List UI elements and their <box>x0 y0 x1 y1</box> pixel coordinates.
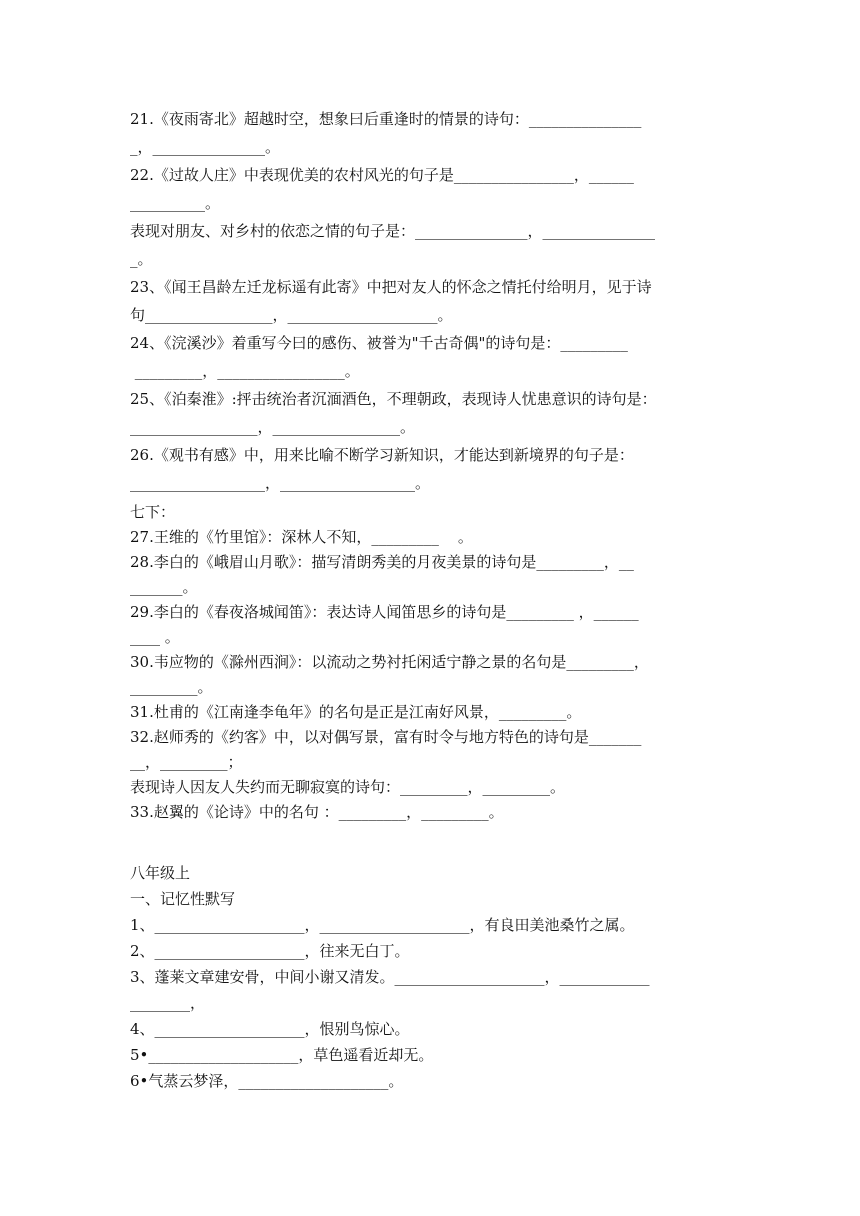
section-grade7-lower <box>130 500 730 825</box>
section-grade7-upper-questions <box>130 105 730 497</box>
text-line: 24、《浣溪沙》着重写今曰的感伤、被誉为"千古奇偶"的诗句是：_________ <box>130 334 628 352</box>
text-line: 6•气蒸云梦泽，____________________。 <box>130 1072 404 1090</box>
text-line: __________________，__________________。 <box>130 474 431 492</box>
text-line: _________。 <box>130 678 213 696</box>
text-line: ____ 。 <box>130 628 180 646</box>
text-line: ________， <box>130 994 206 1012</box>
text-line: 21.《夜雨寄北》超越时空，想象曰后重逢时的情景的诗句：_______________ <box>130 110 642 128</box>
text-line: 23、《闻王昌龄左迁龙标遥有此寄》中把对友人的怀念之情托付给明月，见于诗 <box>130 278 652 296</box>
text-line: 25、《泊秦淮》:抨击统治者沉湎酒色，不理朝政，表现诗人忧患意识的诗句是： <box>130 390 657 408</box>
text-line: 30.韦应物的《滁州西涧》：以流动之势衬托闲适宁静之景的名句是_________， <box>130 653 649 671</box>
text-line: 29.李白的《春夜洛城闻笛》：表达诗人闻笛思乡的诗句是_________ ，______ <box>130 603 639 621</box>
text-line: 3、蓬莱文章建安骨，中间小谢又清发。____________________，____________ <box>130 968 650 986</box>
text-line: 26.《观书有感》中，用来比喻不断学习新知识，才能达到新境界的句子是： <box>130 446 634 464</box>
text-line: 1、____________________，____________________，有良田美池桑竹之属。 <box>130 916 635 934</box>
text-line: __________。 <box>130 194 221 212</box>
section-subheading: 一、记忆性默写 <box>130 890 236 908</box>
text-line: 32.赵师秀的《约客》中，以对偶写景，富有时令与地方特色的诗句是_______ <box>130 728 642 746</box>
text-line: 句_________________，____________________。 <box>130 306 453 324</box>
text-line: 表现对朋友、对乡村的依恋之情的句子是：_______________，_______________ <box>130 222 656 240</box>
text-line: _______。 <box>130 578 198 596</box>
text-line: 表现诗人因友人失约而无聊寂寞的诗句：_________，_________。 <box>130 778 566 796</box>
text-line: 22.《过故人庄》中表现优美的农村风光的句子是________________，______ <box>130 166 634 184</box>
text-line: __，_________； <box>130 753 243 771</box>
section-heading: 七下： <box>130 503 176 521</box>
section-grade8-upper <box>130 860 730 1094</box>
section-heading: 八年级上 <box>130 864 191 882</box>
text-line: _________，_________________。 <box>130 362 360 380</box>
text-line: 28.李白的《峨眉山月歌》：描写清朗秀美的月夜美景的诗句是_________，__ <box>130 553 634 571</box>
text-line: 33.赵翼的《论诗》中的名句 ：_________，_________。 <box>130 803 504 821</box>
text-line: _________________，_________________。 <box>130 418 416 436</box>
text-line: 27.王维的《竹里馆》：深林人不知，_________ 。 <box>130 528 473 546</box>
text-line: _。 <box>130 250 153 268</box>
text-line: 31.杜甫的《江南逢李龟年》的名句是正是江南好风景，_________。 <box>130 703 582 721</box>
text-line: _，_______________。 <box>130 138 281 156</box>
text-line: 5•____________________，草色遥看近却无。 <box>130 1046 434 1064</box>
text-line: 4、____________________，恨别鸟惊心。 <box>130 1020 410 1038</box>
text-line: 2、____________________，往来无白丁。 <box>130 942 410 960</box>
